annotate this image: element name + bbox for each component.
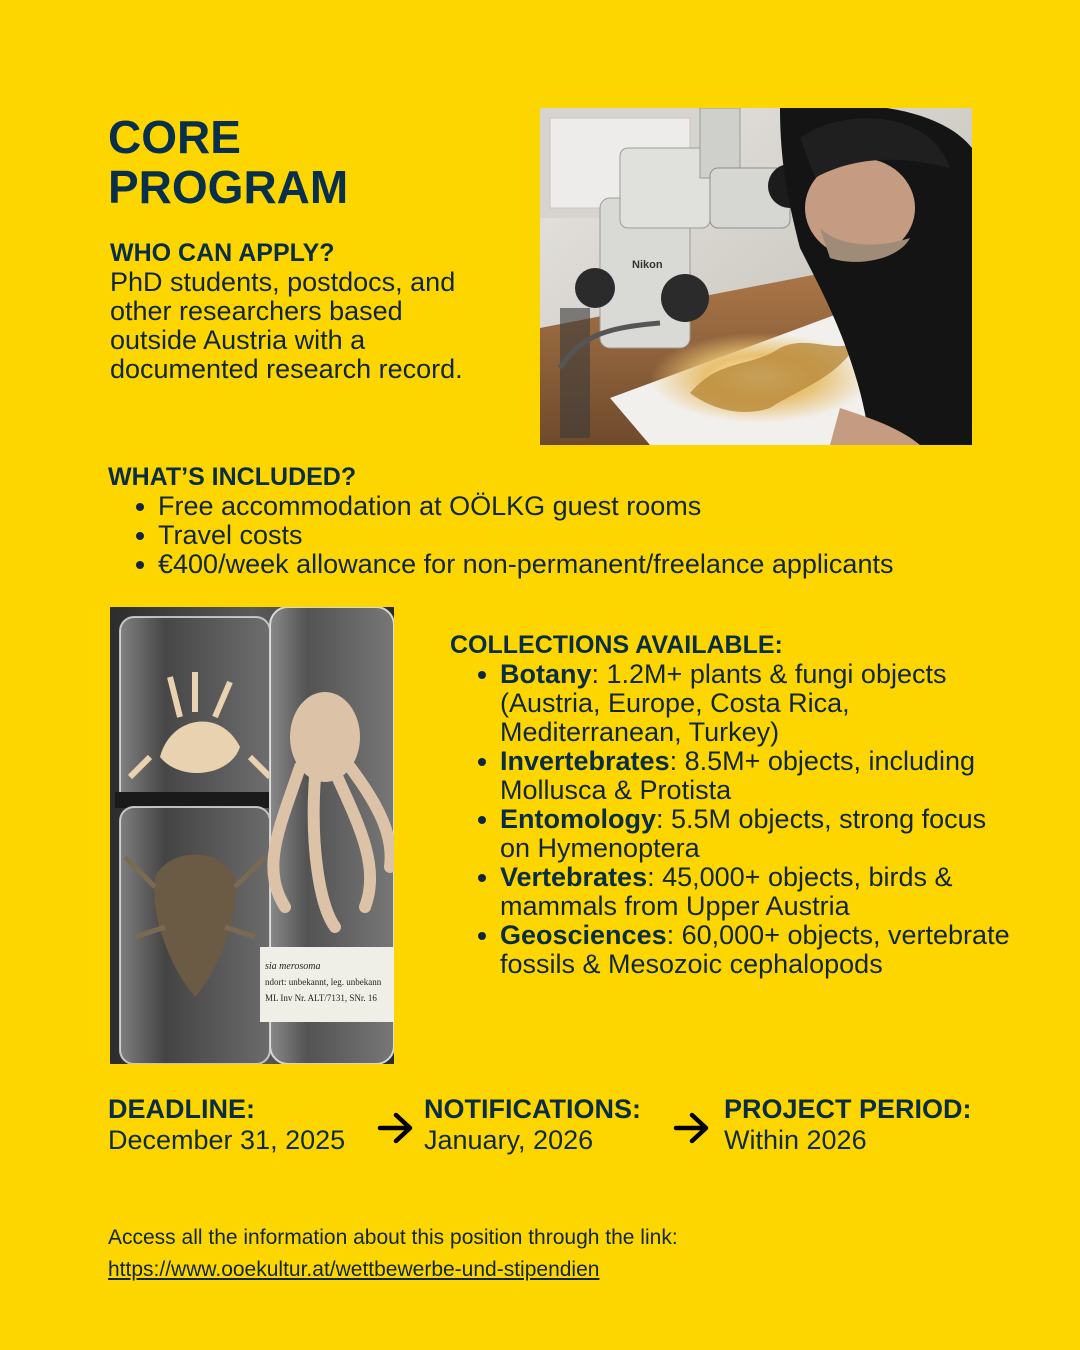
collection-desc: : 45,000+ objects, birds & mammals from Upper Austria — [500, 862, 953, 921]
list-item — [500, 660, 1010, 747]
collection-name: Geosciences — [500, 920, 667, 950]
list-item: Travel costs — [158, 521, 893, 550]
notifications-label: NOTIFICATIONS: — [424, 1094, 641, 1124]
list-item — [500, 863, 1010, 921]
list-item: Free accommodation at OÖLKG guest rooms — [158, 492, 893, 521]
collection-desc: : 60,000+ objects, vertebrate fossils & Mesozoic cephalopods — [500, 920, 1010, 979]
project-period-label: PROJECT PERIOD: — [724, 1094, 972, 1124]
collection-desc: : 5.5M objects, strong focus on Hymenoptera — [500, 804, 987, 863]
jar-label-line-3: ML Inv Nr. ALT/7131, SNr. 16 — [265, 993, 377, 1003]
deadline-value: December 31, 2025 — [108, 1125, 346, 1155]
collection-name: Botany — [500, 659, 592, 689]
whats-included-section — [108, 462, 893, 579]
jar-label-line-1: sia merosoma — [265, 961, 321, 972]
title-line-2: PROGRAM — [108, 161, 349, 213]
info-link[interactable]: https://www.ooekultur.at/wettbewerbe-und-stipendien — [108, 1258, 600, 1281]
notifications-block — [424, 1094, 641, 1156]
collection-name: Vertebrates — [500, 862, 648, 892]
collections-list — [450, 660, 1010, 979]
who-can-apply-heading: WHO CAN APPLY? — [110, 239, 335, 267]
notifications-value: January, 2026 — [424, 1125, 594, 1155]
jar-label-line-2: ndort: unbekannt, leg. unbekann — [265, 977, 382, 987]
footer — [108, 1222, 678, 1286]
collection-name: Invertebrates — [500, 746, 670, 776]
project-period-block — [724, 1094, 972, 1156]
collection-desc: : 8.5M+ objects, including Mollusca & Protista — [500, 746, 976, 805]
collections-section — [450, 630, 1010, 979]
list-item: €400/week allowance for non-permanent/freelance applicants — [158, 549, 894, 579]
arrow-right-icon — [376, 1110, 416, 1146]
collection-desc: : 1.2M+ plants & fungi objects (Austria, Europe, Costa Rica, Mediterranean, Turkey) — [500, 659, 947, 747]
collections-heading: COLLECTIONS AVAILABLE: — [450, 631, 783, 659]
list-item — [500, 921, 1010, 979]
specimen-jars-photo — [110, 607, 394, 1064]
microscope-brand-label: Nikon — [632, 259, 663, 271]
arrow-right-icon — [672, 1110, 712, 1146]
microscope-photo — [540, 108, 972, 445]
title-line-1: CORE — [108, 111, 241, 163]
project-period-value: Within 2026 — [724, 1125, 867, 1155]
deadline-label: DEADLINE: — [108, 1094, 255, 1124]
whats-included-heading: WHAT’S INCLUDED? — [108, 463, 357, 491]
deadline-block — [108, 1094, 345, 1156]
list-item — [500, 805, 1010, 863]
footer-text: Access all the information about this position through the link: — [108, 1226, 678, 1249]
page-title — [108, 112, 348, 212]
list-item — [500, 747, 1010, 805]
collection-name: Entomology — [500, 804, 656, 834]
included-list — [108, 492, 893, 579]
who-can-apply-section — [110, 238, 490, 384]
who-can-apply-text: PhD students, postdocs, and other researchers based outside Austria with a documented research record. — [110, 267, 463, 384]
